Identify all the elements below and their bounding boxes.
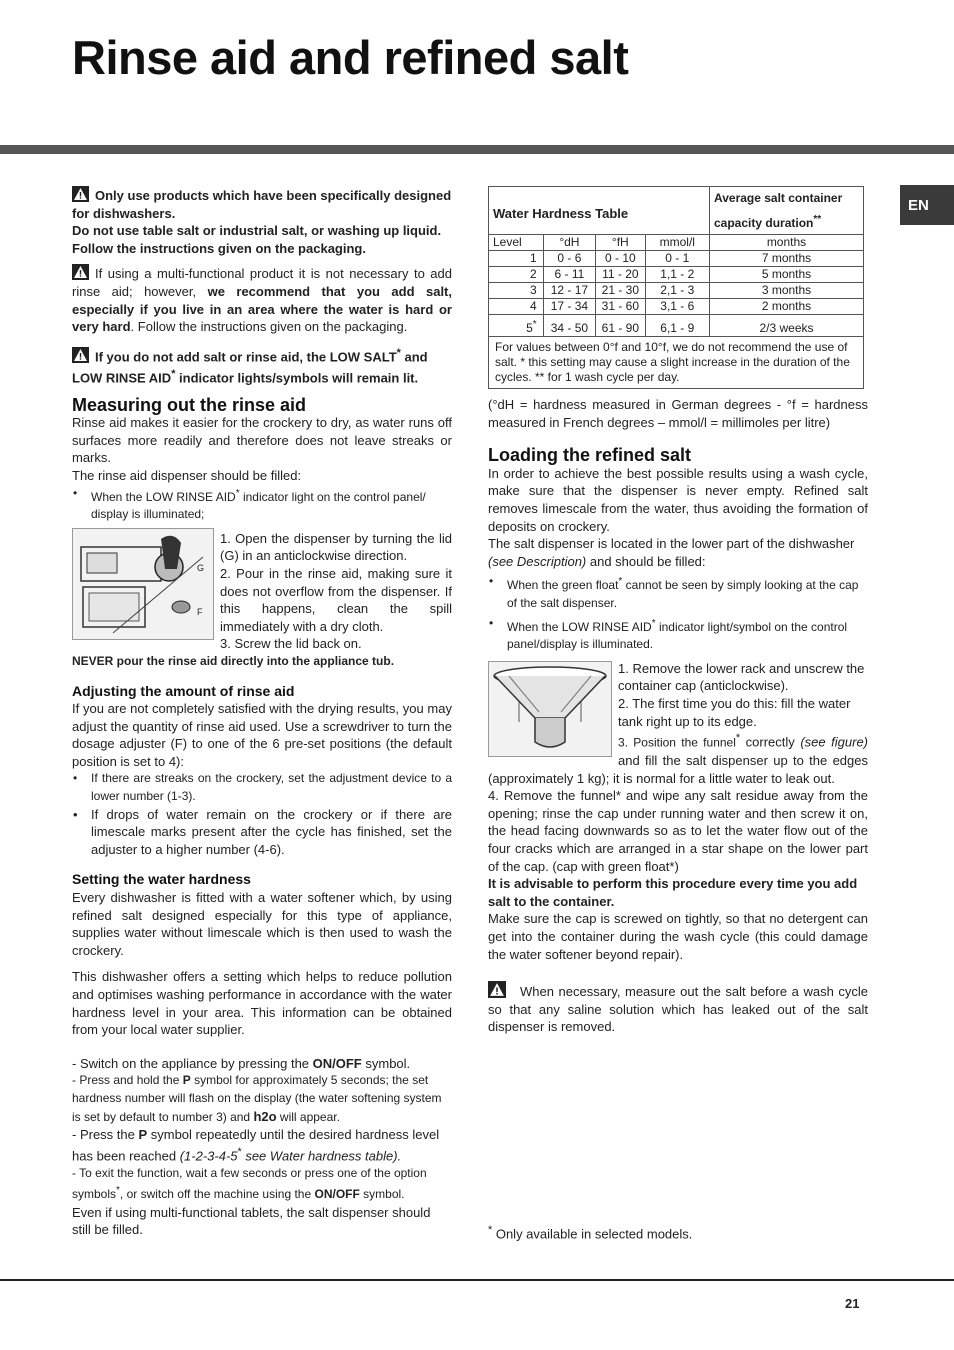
header-divider [0, 145, 954, 154]
language-tab: EN [900, 185, 954, 225]
salt-bullet-2: • When the LOW RINSE AID* indicator light/symbol on the control panel/display is illuminated. [488, 615, 868, 654]
table-row: 2 6 - 11 11 - 20 1,1 - 2 5 months [489, 267, 864, 283]
warning-icon [72, 347, 89, 363]
salt-step-2: 2. The first time you do this: fill the water tank right up to its edge. [618, 695, 851, 729]
table-header-row: Level °dH °fH mmol/l months [489, 235, 864, 251]
rinse-bullet: • When the LOW RINSE AID* indicator light on the control panel/ display is illuminated; [72, 485, 452, 524]
salt-location: The salt dispenser is located in the lower part of the dishwasher (see Description) and should be filled: [488, 536, 855, 569]
table-row: 1 0 - 6 0 - 10 0 - 1 7 months [489, 251, 864, 267]
left-column [72, 186, 452, 1239]
rinse-never: NEVER pour the rinse aid directly into the appliance tub. [72, 653, 395, 668]
hardness-step-4: - To exit the function, wait a few seconds or press one of the option symbols*, or switch off the machine using the ON/OFF symbol. [72, 1165, 427, 1202]
page-title: Rinse aid and refined salt [72, 31, 629, 84]
table-row: 5* 34 - 50 61 - 90 6,1 - 9 2/3 weeks [489, 315, 864, 337]
hardness-text-2: This dishwasher offers a setting which helps to reduce pollution and optimises washing performance in accordance with the water hardness level in your area. This information can be obtained from your local water supplier. [72, 969, 452, 1038]
warning-indicator: If you do not add salt or rinse aid, the LOW SALT* and LOW RINSE AID* indicator lights/symbols will remain lit. [72, 346, 428, 385]
salt-cap-note: Make sure the cap is screwed on tightly, so that no detergent can get into the container during the wash cycle (this could damage the water softener beyond repair). [488, 911, 868, 962]
adjust-bullet-1: • If there are streaks on the crockery, set the adjustment device to a lower number (1-3). [72, 770, 452, 805]
page-number: 21 [845, 1296, 860, 1311]
rinse-step-1: 1. Open the dispenser by turning the lid (G) in an anticlockwise direction. [220, 530, 452, 564]
rinse-fill: The rinse aid dispenser should be filled: [72, 467, 302, 483]
table-note: For values between 0°f and 10°f, we do not recommend the use of salt. * this setting may cause a slight increase in the duration of the cycles. ** for 1 wash cycle per day. [489, 337, 864, 389]
salt-bullet-1: • When the green float* cannot be seen by simply looking at the cap of the salt dispenser. [488, 573, 868, 612]
svg-text:G: G [197, 562, 205, 573]
adjust-heading: Adjusting the amount of rinse aid [72, 682, 295, 699]
table-title: Water Hardness Table [489, 187, 710, 235]
hardness-step-1: - Switch on the appliance by pressing the ON/OFF symbol. [72, 1055, 411, 1071]
warning-icon [488, 981, 506, 998]
salt-heading: Loading the refined salt [488, 445, 692, 466]
warning-products: Only use products which have been specifically designed for dishwashers. Do not use table salt or industrial salt, or washing up liquid. Follow the instructions given on the packaging. [72, 188, 452, 256]
warning-icon [72, 186, 89, 202]
hardness-step-2: - Press and hold the P symbol for approximately 5 seconds; the set hardness number will flash on the display (the water softening system is set by default to number 3) and h2o will appear. [72, 1073, 442, 1124]
salt-funnel-figure [488, 661, 612, 757]
table-row: 4 17 - 34 31 - 60 3,1 - 6 2 months [489, 299, 864, 315]
table-row: 3 12 - 17 21 - 30 2,1 - 3 3 months [489, 283, 864, 299]
degree-note: (°dH = hardness measured in German degrees - °f = hardness measured in French degrees – mmol/l = millimoles per litre) [488, 397, 868, 430]
warning-multifunctional: If using a multi-functional product it is not necessary to add rinse aid; however, we recommend that you add salt, especially if you live in an area where the water is hard or very hard. Follow the instructions given on the packaging. [72, 266, 453, 335]
hardness-text-1: Every dishwasher is fitted with a water softener which, by using refined salt designed especially for this type of appliance, supplies water without limescale which is then used to wash the crockery. [72, 890, 452, 958]
rinse-heading: Measuring out the rinse aid [72, 394, 307, 415]
right-column [488, 186, 868, 1036]
hardness-heading: Setting the water hardness [72, 871, 251, 888]
salt-advice: It is advisable to perform this procedure every time you add salt to the container. [488, 876, 858, 909]
hardness-step-3: - Press the P symbol repeatedly until the desired hardness level has been reached (1-2-3-4-5* see Water hardness table). [72, 1127, 440, 1164]
table-duration-header: Average salt container capacity duration** [710, 187, 864, 235]
rinse-step-2: 2. Pour in the rinse aid, making sure it does not overflow from the dispenser. If this happens, clean the spill immediately with a dry cloth. [220, 565, 452, 634]
warning-icon [72, 264, 89, 280]
rinse-dispenser-figure [72, 528, 214, 640]
salt-warning: When necessary, measure out the salt before a wash cycle so that any saline solution which has leaked out of the salt dispenser is removed. [488, 981, 868, 1036]
salt-intro: In order to achieve the best possible results using a wash cycle, make sure that the dispenser is never empty. Refined salt removes limescale from the water, thus avoiding the formation of deposits on crockery. [488, 465, 868, 534]
svg-text:F: F [197, 606, 203, 617]
footer-divider [0, 1279, 954, 1281]
rinse-intro: Rinse aid makes it easier for the crockery to dry, as water runs off surfaces more readily and therefore does not leave streaks or marks. [72, 415, 452, 466]
salt-step-1: 1. Remove the lower rack and unscrew the container cap (anticlockwise). [618, 660, 865, 694]
rinse-step-3: 3. Screw the lid back on. [220, 636, 362, 652]
salt-step-4: 4. Remove the funnel* and wipe any salt residue away from the opening; rinse the cap under running water and then screw it on, the head facing downwards so as to let the water flow out of the four cracks which are arranged in a star shape on the lower part of the cap. (cap with green float*) [488, 788, 868, 874]
adjust-text: If you are not completely satisfied with the drying results, you may adjust the quantity of rinse aid used. Use a screwdriver to turn the dosage adjuster (F) to one of the 6 pre-set positions (the default position is set to 4): [72, 701, 452, 769]
hardness-step-5: Even if using multi-functional tablets, the salt dispenser should still be filled. [72, 1204, 431, 1238]
water-hardness-table [488, 186, 864, 389]
footnote: * Only available in selected models. [488, 1224, 693, 1242]
salt-step-3: 3. Position the funnel* correctly (see figure) and fill the salt dispenser up to the edges (approximately 1 kg); it is normal for a little water to leak out. [488, 732, 869, 786]
adjust-bullet-2: • If drops of water remain on the crockery or if there are limescale marks present after the cycle has finished, set the adjuster to a higher number (4-6). [72, 806, 452, 859]
